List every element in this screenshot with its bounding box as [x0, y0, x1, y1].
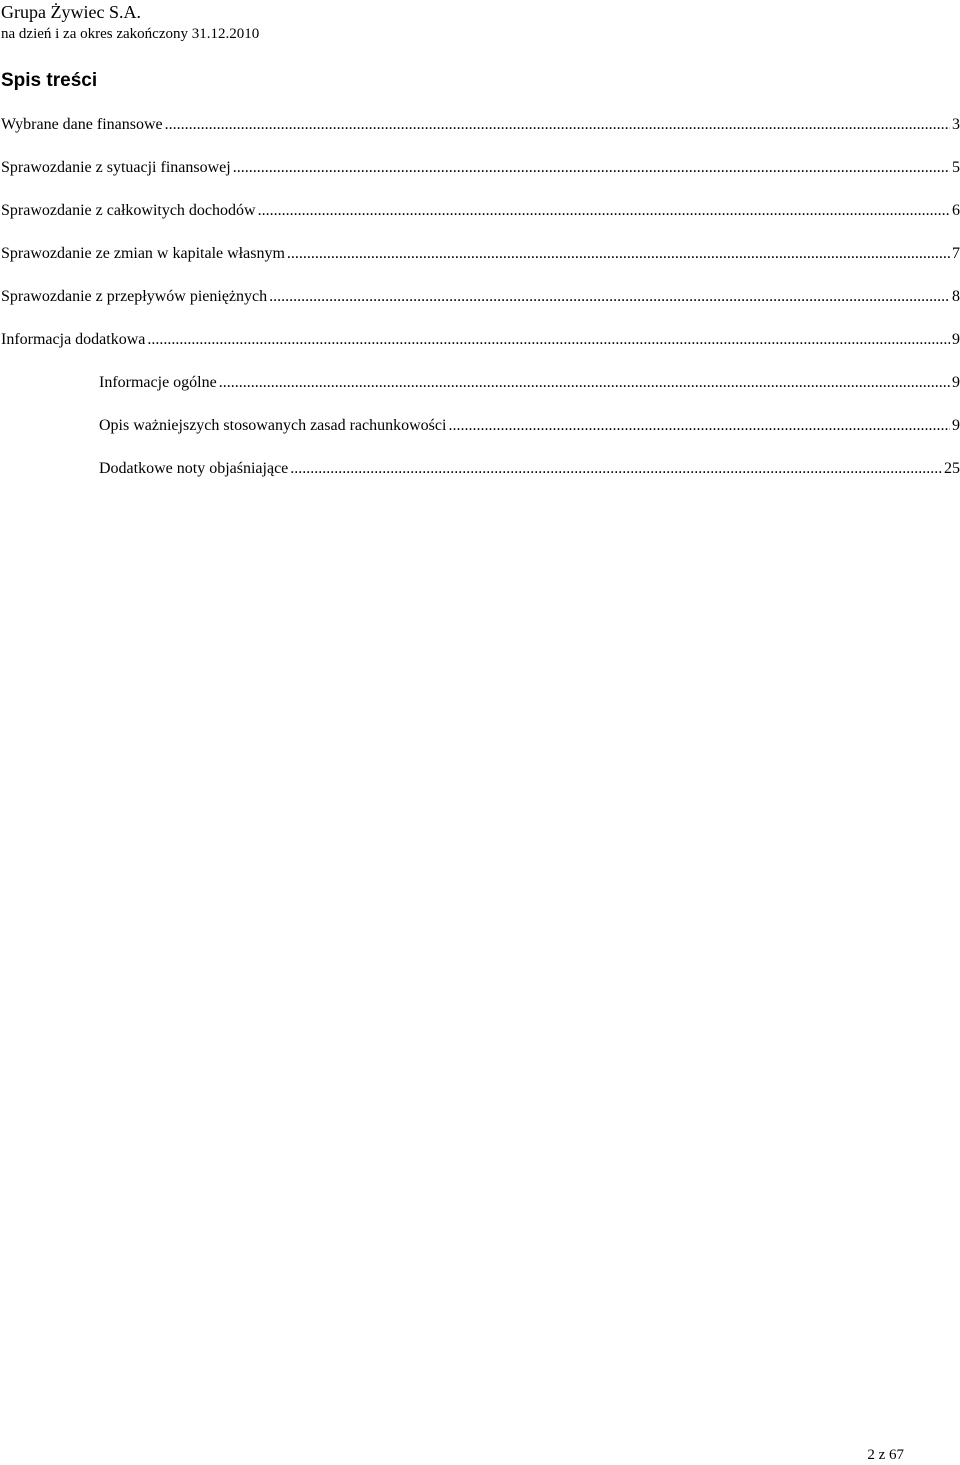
toc-entry-wybrane-dane[interactable] — [1, 117, 960, 141]
toc-entry-zmiany-w-kapitale[interactable] — [1, 246, 960, 270]
toc-entry-label: Wybrane dane finansowe — [1, 116, 163, 133]
toc-leader-dots — [233, 160, 950, 176]
toc-entry-label: Sprawozdanie z sytuacji finansowej — [1, 159, 231, 176]
toc-entry-page: 9 — [952, 417, 960, 434]
toc-entry-page: 7 — [952, 245, 960, 262]
page-indicator: 2 z 67 — [867, 1447, 904, 1463]
toc-leader-dots — [219, 375, 950, 391]
document-header — [1, 3, 259, 42]
toc-entry-label: Opis ważniejszych stosowanych zasad rachunkowości — [99, 417, 447, 434]
toc-entry-noty-objasniajace[interactable] — [99, 461, 960, 485]
toc-entry-label: Sprawozdanie z przepływów pieniężnych — [1, 288, 268, 305]
toc-leader-dots — [287, 246, 950, 262]
toc-entry-informacja-dodatkowa[interactable] — [1, 332, 960, 356]
toc-entry-page: 8 — [952, 288, 960, 305]
toc-entry-label: Informacje ogólne — [99, 374, 217, 391]
company-name: Grupa Żywiec S.A. — [1, 2, 141, 22]
toc-leader-dots — [448, 418, 950, 434]
toc-entry-sytuacja-finansowa[interactable] — [1, 160, 960, 184]
toc-leader-dots — [147, 332, 950, 348]
toc-leader-dots — [165, 117, 950, 133]
toc-entry-calkowite-dochody[interactable] — [1, 203, 960, 227]
toc-entry-label: Sprawozdanie z całkowitych dochodów — [1, 202, 256, 219]
toc-entry-page: 6 — [952, 202, 960, 219]
toc-entry-page: 9 — [952, 374, 960, 391]
toc-entry-page: 9 — [952, 331, 960, 348]
toc-entry-informacje-ogolne[interactable] — [99, 375, 960, 399]
toc-title: Spis treści — [1, 70, 98, 91]
toc-leader-dots — [269, 289, 950, 305]
toc-entry-page: 5 — [952, 159, 960, 176]
toc-entry-zasady-rachunkowosci[interactable] — [99, 418, 960, 442]
toc-leader-dots — [258, 203, 950, 219]
toc-entry-label: Dodatkowe noty objaśniające — [99, 460, 289, 477]
reporting-period: na dzień i za okres zakończony 31.12.2010 — [1, 26, 260, 42]
toc-entry-page: 3 — [952, 116, 960, 133]
toc-leader-dots — [290, 461, 942, 477]
toc-entry-page: 25 — [944, 460, 960, 477]
toc-entry-label: Sprawozdanie ze zmian w kapitale własnym — [1, 245, 285, 262]
toc-entry-label: Informacja dodatkowa — [1, 331, 146, 348]
toc-entry-przeplywy-pieniezne[interactable] — [1, 289, 960, 313]
